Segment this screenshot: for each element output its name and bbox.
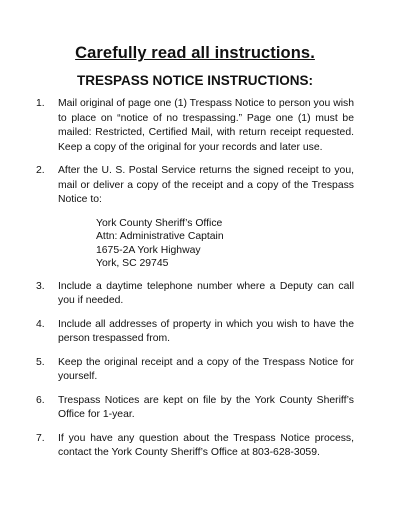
address-line: York, SC 29745	[96, 258, 169, 269]
item-number: 2.	[36, 165, 45, 176]
instruction-item	[36, 432, 354, 461]
item-text: Include a daytime telephone number where a Deputy can call you if needed.	[58, 280, 354, 306]
address-line: Attn: Administrative Captain	[96, 231, 224, 242]
item-number: 5.	[36, 356, 45, 368]
page-heading: Carefully read all instructions.	[75, 44, 315, 62]
item-text: Keep the original receipt and a copy of the Trespass Notice for yourself.	[58, 356, 354, 382]
item-text: Include all addresses of property in which you wish to have the person trespassed from.	[58, 318, 354, 344]
item-number: 6.	[36, 394, 45, 406]
item-text: Mail original of page one (1) Trespass Notice to person you wish to place on “notice of no trespassing.” Page one (1) must be mailed: Restricted, Certified Mail, with return receipt requested. Keep a copy of the original for your records and later use.	[58, 98, 354, 153]
item-body	[58, 164, 354, 271]
mailing-address	[96, 217, 354, 271]
address-line: 1675-2A York Highway	[96, 244, 201, 256]
address-line: York County Sheriff’s Office	[96, 217, 223, 229]
instruction-list	[36, 97, 354, 461]
section-title: TRESPASS NOTICE INSTRUCTIONS:	[76, 73, 313, 88]
item-number: 4.	[36, 318, 45, 330]
item-number: 3.	[36, 280, 45, 292]
instruction-item	[36, 356, 354, 385]
instruction-item	[36, 164, 354, 271]
item-number: 1.	[36, 98, 45, 109]
item-text: Trespass Notices are kept on file by the York County Sheriff’s Office for 1-year.	[58, 394, 354, 420]
item-text: If you have any question about the Trespass Notice process, contact the York County Sheriff’s Office at 803-628-3059.	[58, 432, 354, 458]
instruction-item	[36, 97, 354, 155]
item-text: After the U. S. Postal Service returns the signed receipt to you, mail or deliver a copy of the receipt and a copy of the Trespass Notice to:	[58, 165, 354, 205]
instruction-item	[36, 394, 354, 423]
instruction-item	[36, 280, 354, 309]
item-number: 7.	[36, 432, 45, 444]
instruction-item	[36, 318, 354, 347]
